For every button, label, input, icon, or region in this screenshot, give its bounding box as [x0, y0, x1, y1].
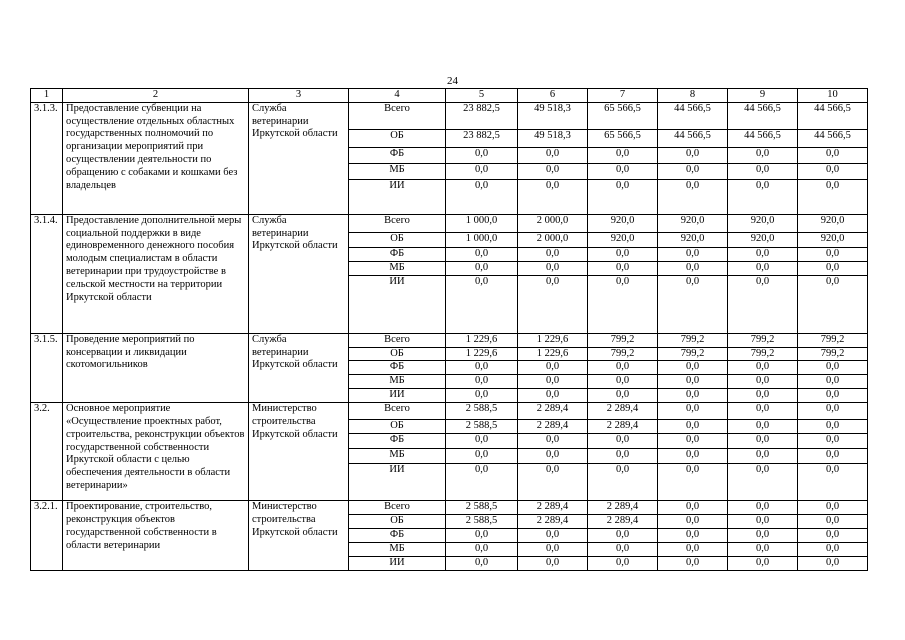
amount-cell: 920,0 — [588, 232, 658, 247]
amount-cell: 0,0 — [658, 403, 728, 420]
table-row — [31, 214, 868, 232]
funding-source: ОБ — [349, 515, 446, 529]
funding-source: МБ — [349, 375, 446, 389]
amount-cell: 2 000,0 — [518, 232, 588, 247]
amount-cell: 0,0 — [588, 275, 658, 333]
funding-source: МБ — [349, 163, 446, 179]
amount-cell: 0,0 — [798, 179, 868, 214]
amount-cell: 0,0 — [518, 375, 588, 389]
item-description: Проведение мероприятий по консервации и ликвидации скотомогильников — [63, 333, 249, 402]
amount-cell: 0,0 — [798, 464, 868, 501]
amount-cell: 0,0 — [658, 420, 728, 434]
amount-cell: 0,0 — [588, 449, 658, 464]
amount-cell: 0,0 — [798, 403, 868, 420]
header-cell: 9 — [728, 89, 798, 103]
funding-source: МБ — [349, 449, 446, 464]
item-code: 3.1.4. — [31, 214, 63, 333]
item-description: Основное мероприятие «Осуществление проектных работ, строительства, реконструкции объектов государственной собственности Иркутской области с целью обеспечения деятельности в области ветеринарии» — [63, 403, 249, 501]
amount-cell: 799,2 — [588, 347, 658, 361]
header-cell: 7 — [588, 89, 658, 103]
item-code: 3.1.5. — [31, 333, 63, 402]
funding-source: Всего — [349, 214, 446, 232]
amount-cell: 44 566,5 — [728, 102, 798, 129]
amount-cell: 0,0 — [588, 529, 658, 543]
amount-cell: 0,0 — [658, 375, 728, 389]
amount-cell: 0,0 — [588, 361, 658, 375]
amount-cell: 0,0 — [798, 361, 868, 375]
amount-cell: 799,2 — [798, 333, 868, 347]
amount-cell: 65 566,5 — [588, 102, 658, 129]
amount-cell: 799,2 — [728, 333, 798, 347]
funding-source: ФБ — [349, 529, 446, 543]
funding-source: ИИ — [349, 556, 446, 570]
item-description: Проектирование, строительство, реконструкция объектов государственной собственности в области ветеринарии — [63, 501, 249, 571]
page-number: 24 — [447, 75, 458, 87]
amount-cell: 2 588,5 — [446, 420, 518, 434]
amount-cell: 0,0 — [658, 464, 728, 501]
header-cell: 2 — [63, 89, 249, 103]
amount-cell: 0,0 — [728, 375, 798, 389]
amount-cell: 920,0 — [658, 214, 728, 232]
amount-cell: 0,0 — [518, 163, 588, 179]
amount-cell: 2 289,4 — [588, 515, 658, 529]
amount-cell: 0,0 — [658, 147, 728, 163]
amount-cell: 2 289,4 — [588, 420, 658, 434]
amount-cell: 0,0 — [728, 247, 798, 261]
amount-cell: 0,0 — [728, 556, 798, 570]
amount-cell: 0,0 — [446, 261, 518, 275]
amount-cell: 0,0 — [728, 449, 798, 464]
amount-cell: 44 566,5 — [728, 129, 798, 147]
amount-cell: 799,2 — [588, 333, 658, 347]
amount-cell: 2 588,5 — [446, 515, 518, 529]
amount-cell: 0,0 — [518, 179, 588, 214]
amount-cell: 23 882,5 — [446, 129, 518, 147]
amount-cell: 0,0 — [658, 529, 728, 543]
amount-cell: 0,0 — [658, 434, 728, 449]
item-description: Предоставление субвенции на осуществление отдельных областных государственных полномочий по организации мероприятий при осуществлении деятельности по обращению с собаками и кошками без владельцев — [63, 102, 249, 214]
amount-cell: 1 229,6 — [518, 347, 588, 361]
amount-cell: 0,0 — [798, 147, 868, 163]
amount-cell: 799,2 — [798, 347, 868, 361]
amount-cell: 2 000,0 — [518, 214, 588, 232]
item-code: 3.1.3. — [31, 102, 63, 214]
header-cell: 5 — [446, 89, 518, 103]
funding-source: ИИ — [349, 179, 446, 214]
amount-cell: 0,0 — [446, 179, 518, 214]
amount-cell: 0,0 — [518, 529, 588, 543]
amount-cell: 0,0 — [588, 163, 658, 179]
amount-cell: 0,0 — [446, 147, 518, 163]
amount-cell: 0,0 — [588, 556, 658, 570]
amount-cell: 0,0 — [798, 449, 868, 464]
amount-cell: 0,0 — [798, 275, 868, 333]
funding-source: Всего — [349, 333, 446, 347]
header-cell: 6 — [518, 89, 588, 103]
amount-cell: 0,0 — [798, 556, 868, 570]
amount-cell: 0,0 — [658, 179, 728, 214]
funding-source: ФБ — [349, 434, 446, 449]
amount-cell: 0,0 — [658, 163, 728, 179]
amount-cell: 0,0 — [798, 515, 868, 529]
table-body — [31, 102, 868, 570]
amount-cell: 920,0 — [798, 214, 868, 232]
amount-cell: 2 588,5 — [446, 501, 518, 515]
amount-cell: 1 000,0 — [446, 214, 518, 232]
amount-cell: 0,0 — [658, 247, 728, 261]
amount-cell: 920,0 — [728, 232, 798, 247]
amount-cell: 0,0 — [728, 529, 798, 543]
amount-cell: 920,0 — [588, 214, 658, 232]
amount-cell: 0,0 — [798, 261, 868, 275]
amount-cell: 0,0 — [798, 163, 868, 179]
amount-cell: 0,0 — [518, 449, 588, 464]
amount-cell: 0,0 — [588, 261, 658, 275]
table-row — [31, 501, 868, 515]
amount-cell: 799,2 — [658, 347, 728, 361]
header-cell: 10 — [798, 89, 868, 103]
amount-cell: 0,0 — [798, 247, 868, 261]
funding-source: МБ — [349, 261, 446, 275]
amount-cell: 799,2 — [658, 333, 728, 347]
amount-cell: 0,0 — [446, 275, 518, 333]
funding-source: ФБ — [349, 361, 446, 375]
amount-cell: 0,0 — [446, 361, 518, 375]
amount-cell: 2 588,5 — [446, 403, 518, 420]
amount-cell: 0,0 — [658, 501, 728, 515]
amount-cell: 0,0 — [658, 275, 728, 333]
amount-cell: 0,0 — [658, 261, 728, 275]
amount-cell: 0,0 — [518, 147, 588, 163]
amount-cell: 920,0 — [658, 232, 728, 247]
amount-cell: 0,0 — [728, 147, 798, 163]
amount-cell: 0,0 — [588, 464, 658, 501]
amount-cell: 0,0 — [658, 556, 728, 570]
header-cell: 1 — [31, 89, 63, 103]
amount-cell: 1 229,6 — [446, 347, 518, 361]
funding-source: ОБ — [349, 232, 446, 247]
amount-cell: 0,0 — [728, 361, 798, 375]
amount-cell: 0,0 — [728, 403, 798, 420]
amount-cell: 2 289,4 — [588, 403, 658, 420]
amount-cell: 0,0 — [518, 434, 588, 449]
amount-cell: 0,0 — [798, 434, 868, 449]
amount-cell: 0,0 — [588, 147, 658, 163]
amount-cell: 0,0 — [658, 389, 728, 403]
amount-cell: 0,0 — [798, 543, 868, 557]
item-executor: Служба ветеринарии Иркутской области — [249, 214, 349, 333]
funding-source: ОБ — [349, 347, 446, 361]
funding-table — [30, 88, 868, 571]
amount-cell: 0,0 — [518, 261, 588, 275]
amount-cell: 1 000,0 — [446, 232, 518, 247]
funding-source: Всего — [349, 501, 446, 515]
header-cell: 8 — [658, 89, 728, 103]
funding-source: ФБ — [349, 147, 446, 163]
funding-source: ИИ — [349, 464, 446, 501]
table-row — [31, 333, 868, 347]
amount-cell: 0,0 — [588, 375, 658, 389]
amount-cell: 44 566,5 — [658, 129, 728, 147]
amount-cell: 0,0 — [728, 179, 798, 214]
header-cell: 4 — [349, 89, 446, 103]
header-row — [31, 89, 868, 103]
amount-cell: 0,0 — [446, 543, 518, 557]
amount-cell: 2 289,4 — [518, 501, 588, 515]
amount-cell: 0,0 — [728, 434, 798, 449]
amount-cell: 0,0 — [728, 261, 798, 275]
item-code: 3.2. — [31, 403, 63, 501]
amount-cell: 920,0 — [798, 232, 868, 247]
amount-cell: 0,0 — [518, 464, 588, 501]
amount-cell: 0,0 — [658, 515, 728, 529]
amount-cell: 44 566,5 — [658, 102, 728, 129]
item-executor: Служба ветеринарии Иркутской области — [249, 102, 349, 214]
amount-cell: 0,0 — [728, 389, 798, 403]
amount-cell: 2 289,4 — [588, 501, 658, 515]
funding-source: ОБ — [349, 129, 446, 147]
amount-cell: 0,0 — [728, 464, 798, 501]
funding-source: ИИ — [349, 275, 446, 333]
amount-cell: 49 518,3 — [518, 129, 588, 147]
amount-cell: 0,0 — [798, 529, 868, 543]
funding-source: ИИ — [349, 389, 446, 403]
item-executor: Служба ветеринарии Иркутской области — [249, 333, 349, 402]
amount-cell: 799,2 — [728, 347, 798, 361]
amount-cell: 0,0 — [446, 375, 518, 389]
amount-cell: 0,0 — [728, 543, 798, 557]
amount-cell: 0,0 — [518, 389, 588, 403]
amount-cell: 0,0 — [728, 515, 798, 529]
funding-source: Всего — [349, 403, 446, 420]
funding-source: ФБ — [349, 247, 446, 261]
amount-cell: 65 566,5 — [588, 129, 658, 147]
amount-cell: 0,0 — [728, 163, 798, 179]
amount-cell: 0,0 — [588, 179, 658, 214]
amount-cell: 0,0 — [518, 247, 588, 261]
amount-cell: 2 289,4 — [518, 403, 588, 420]
amount-cell: 23 882,5 — [446, 102, 518, 129]
amount-cell: 0,0 — [446, 434, 518, 449]
item-code: 3.2.1. — [31, 501, 63, 571]
amount-cell: 0,0 — [518, 543, 588, 557]
amount-cell: 920,0 — [728, 214, 798, 232]
amount-cell: 0,0 — [658, 361, 728, 375]
amount-cell: 0,0 — [446, 449, 518, 464]
amount-cell: 0,0 — [728, 420, 798, 434]
amount-cell: 0,0 — [798, 389, 868, 403]
amount-cell: 0,0 — [446, 389, 518, 403]
amount-cell: 0,0 — [658, 449, 728, 464]
amount-cell: 0,0 — [446, 464, 518, 501]
amount-cell: 0,0 — [446, 529, 518, 543]
amount-cell: 44 566,5 — [798, 102, 868, 129]
amount-cell: 0,0 — [588, 543, 658, 557]
amount-cell: 0,0 — [798, 375, 868, 389]
amount-cell: 0,0 — [798, 420, 868, 434]
table-row — [31, 403, 868, 420]
item-executor: Министерство строительства Иркутской области — [249, 501, 349, 571]
amount-cell: 0,0 — [518, 275, 588, 333]
amount-cell: 0,0 — [446, 163, 518, 179]
amount-cell: 0,0 — [658, 543, 728, 557]
amount-cell: 44 566,5 — [798, 129, 868, 147]
amount-cell: 2 289,4 — [518, 420, 588, 434]
amount-cell: 0,0 — [588, 247, 658, 261]
item-description: Предоставление дополнительной меры социальной поддержки в виде единовременного денежного пособия молодым специалистам в области ветеринарии при трудоустройстве в сельской местности на территории Иркутской области — [63, 214, 249, 333]
item-executor: Министерство строительства Иркутской области — [249, 403, 349, 501]
amount-cell: 0,0 — [518, 361, 588, 375]
amount-cell: 1 229,6 — [446, 333, 518, 347]
funding-source: Всего — [349, 102, 446, 129]
amount-cell: 0,0 — [518, 556, 588, 570]
amount-cell: 0,0 — [446, 556, 518, 570]
funding-source: ОБ — [349, 420, 446, 434]
funding-source: МБ — [349, 543, 446, 557]
amount-cell: 0,0 — [798, 501, 868, 515]
amount-cell: 2 289,4 — [518, 515, 588, 529]
amount-cell: 0,0 — [588, 434, 658, 449]
amount-cell: 0,0 — [446, 247, 518, 261]
amount-cell: 0,0 — [588, 389, 658, 403]
amount-cell: 0,0 — [728, 501, 798, 515]
header-cell: 3 — [249, 89, 349, 103]
amount-cell: 1 229,6 — [518, 333, 588, 347]
amount-cell: 0,0 — [728, 275, 798, 333]
table-row — [31, 102, 868, 129]
amount-cell: 49 518,3 — [518, 102, 588, 129]
